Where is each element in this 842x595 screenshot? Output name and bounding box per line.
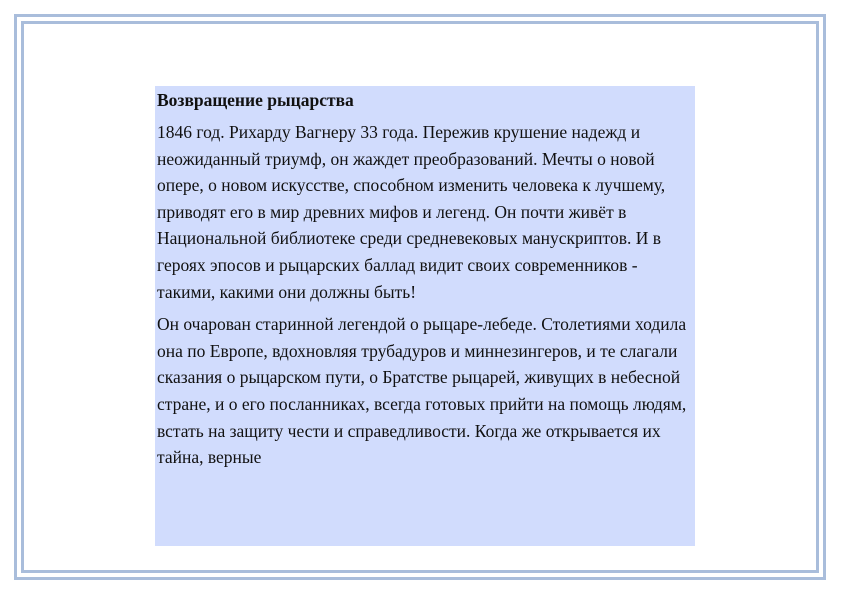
paragraph-1: 1846 год. Рихарду Вагнеру 33 года. Пережив крушение надежд и неожиданный триумф, он жаждет преобразований. Мечты о новой опере, о новом искусстве, способном изменить человека к лучшему, приводят его в мир древних мифов и легенд. Он почти живёт в Национальной библиотеке среди средневековых манускриптов. И в героях эпосов и рыцарских баллад видит своих современников - такими, какими они должны быть! (157, 122, 666, 302)
paragraph-2: Он очарован старинной легендой о рыцаре-лебеде. Столетиями ходила она по Европе, вдохновляя трубадуров и миннезингеров, и те слагали сказания о рыцарском пути, о Братстве рыцарей, живущих в небесной стране, и о его посланниках, всегда готовых прийти на помощь людям, встать на защиту чести и справедливости. Когда же открывается их тайна, верные (157, 314, 687, 468)
text-block (155, 86, 695, 546)
section-heading: Возвращение рыцарства (157, 90, 354, 110)
